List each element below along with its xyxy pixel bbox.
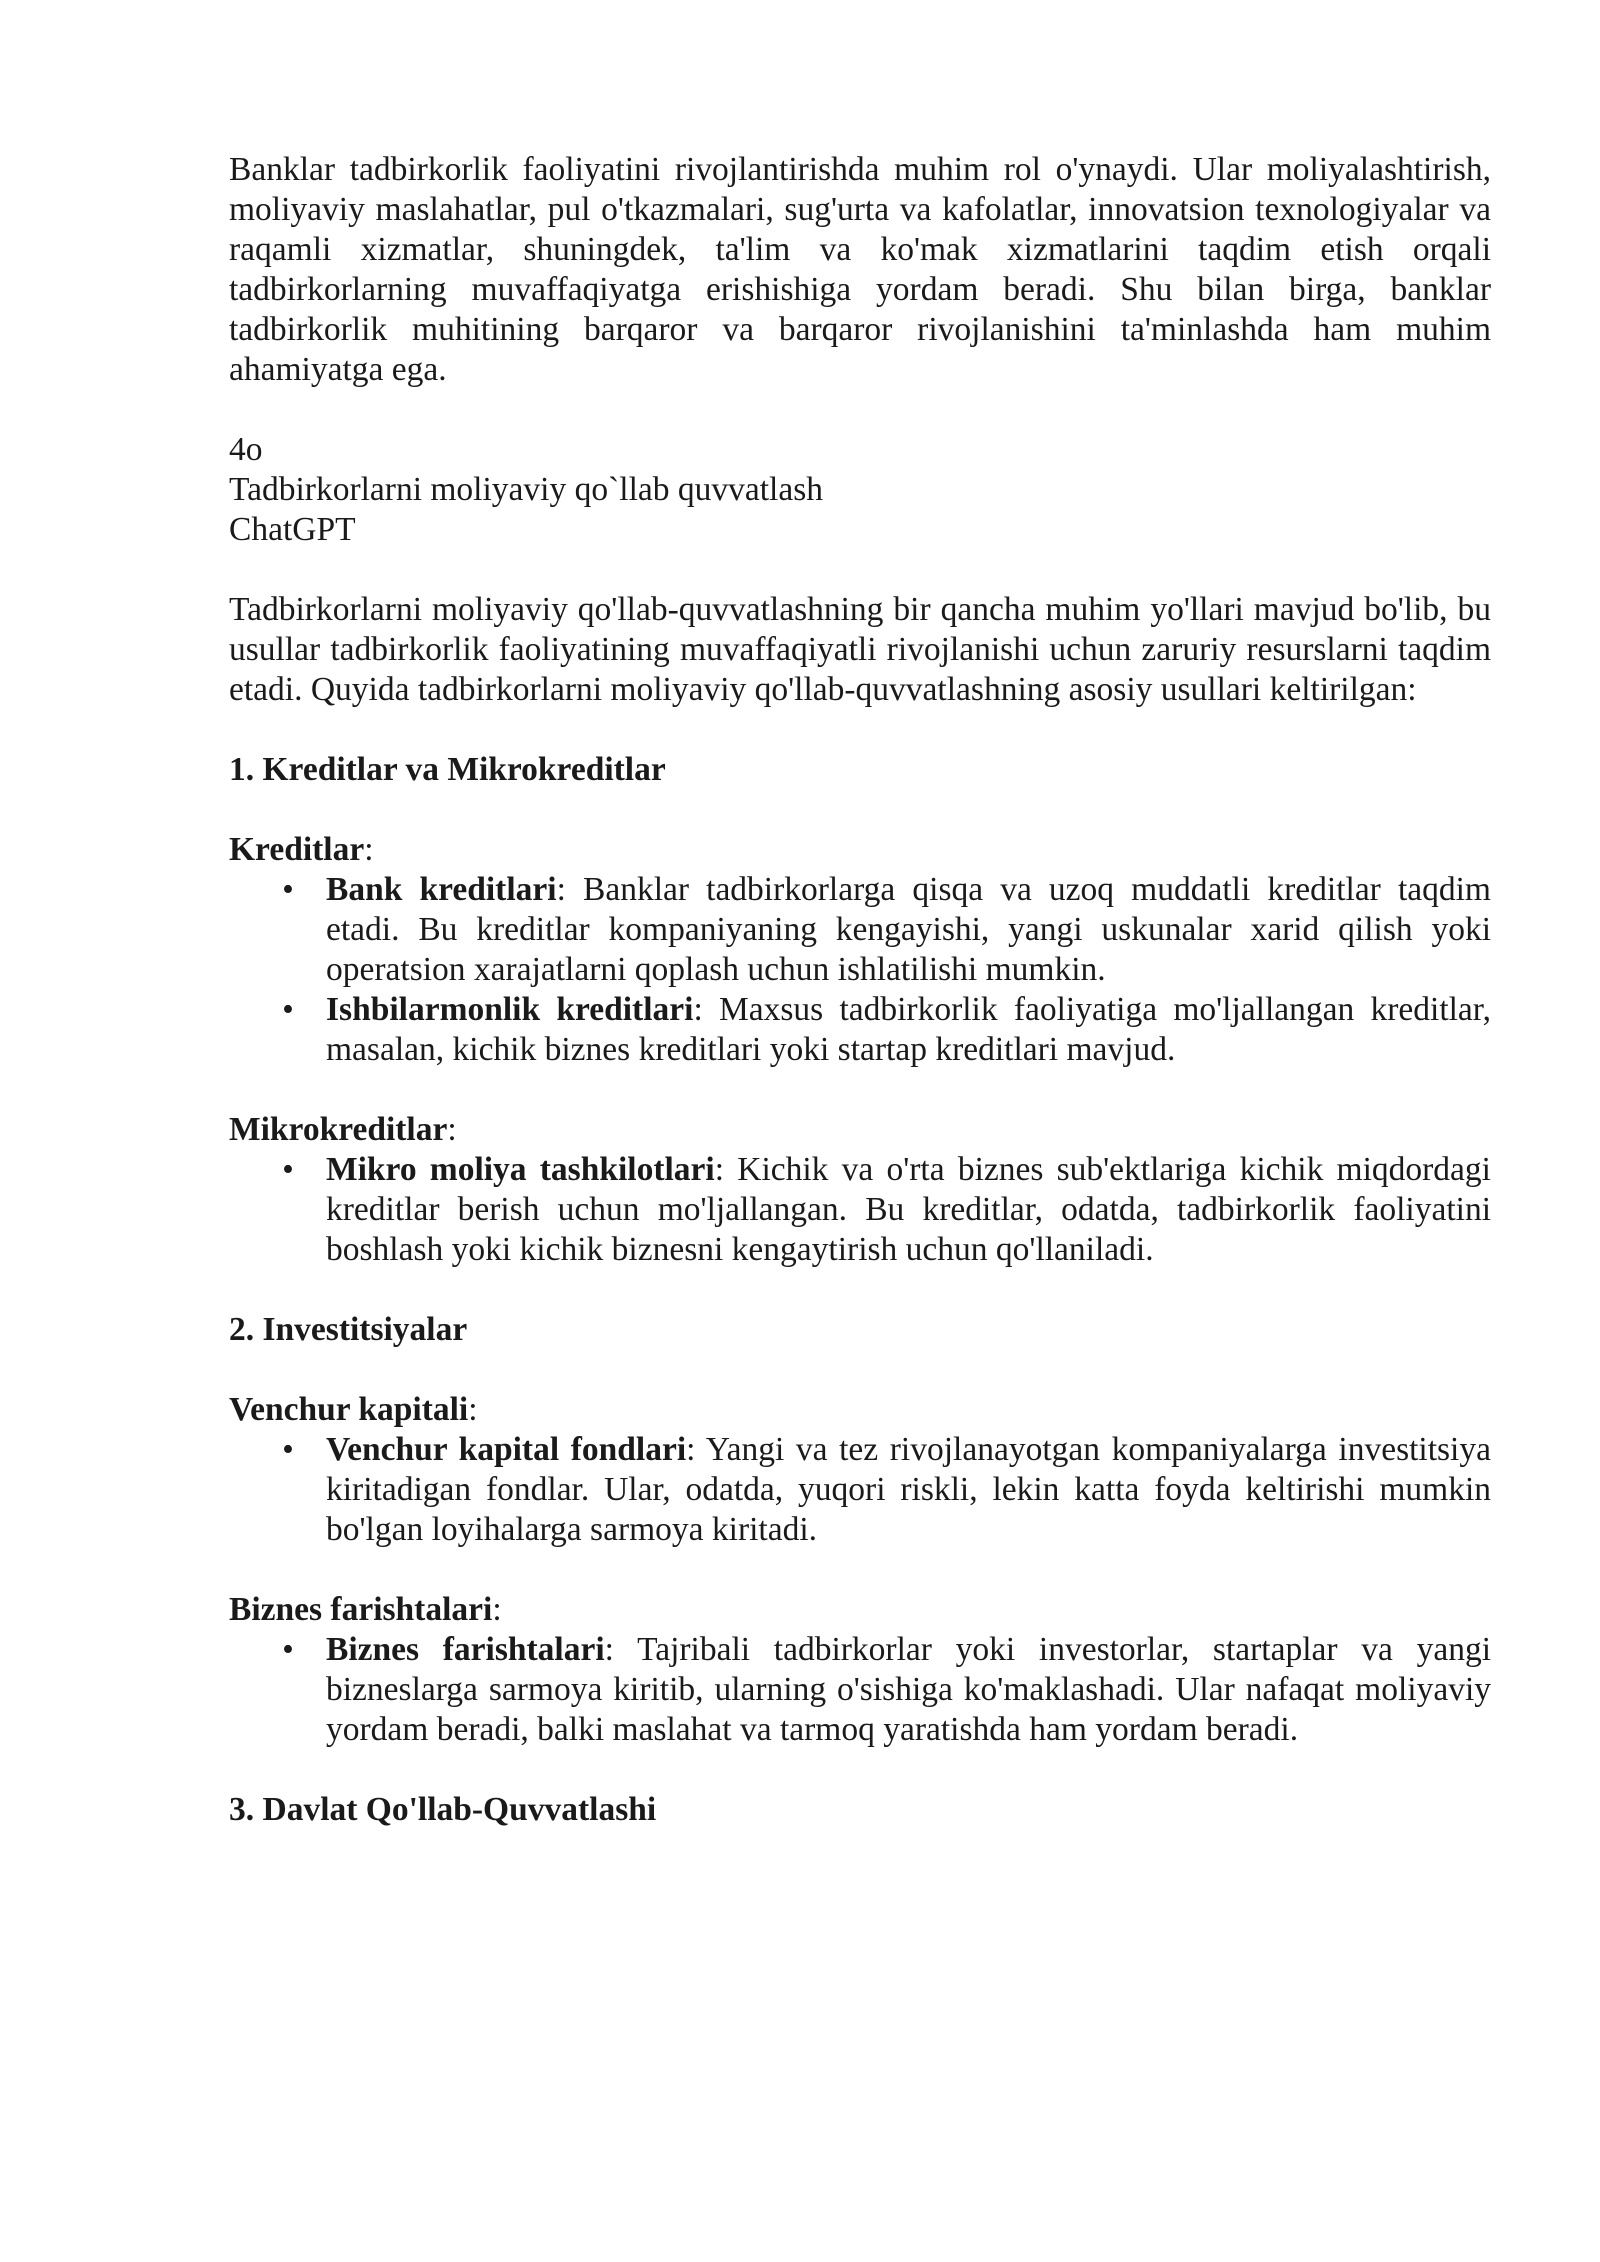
item-term: Biznes farishtalari [326,1631,605,1668]
group-label: Biznes farishtalari: [229,1591,502,1628]
section-heading: 3. Davlat Qo'llab-Quvvatlashi [229,1791,657,1828]
group-label: Venchur kapitali: [229,1391,478,1428]
list-item [229,1430,1491,1550]
lead-paragraph: Tadbirkorlarni moliyaviy qo'llab-quvvatlashning bir qancha muhim yo'llari mavjud bo'lib, bu usullar tadbirkorlik faoliyatining muvaffaqiyatli rivojlanishi uchun zaruriy resurslarni taqdim etadi. Quyida tadbirkorlarni moliyaviy qo'llab-quvvatlashning asosiy usullari keltirilgan: [229,591,1491,708]
group-label: Mikrokreditlar: [229,1111,457,1148]
bullet-list [229,1150,1491,1270]
chat-meta [229,430,1491,550]
bullet-list [229,1630,1491,1750]
item-text: : Tajribali tadbirkorlar yoki investorlar, startaplar va yangi bizneslarga sarmoya kiritib, ularning o'sishiga ko'maklashadi. Ular nafaqat moliyaviy yordam beradi, balki maslahat va tarmoq yaratishda ham yordam beradi. [326,1631,1491,1748]
list-item [229,1630,1491,1750]
document-page [229,150,1491,1830]
bullet-icon: • [282,1631,294,1668]
item-term: Ishbilarmonlik kreditlari [326,991,694,1028]
item-text: : Kichik va o'rta biznes sub'ektlariga kichik miqdordagi kreditlar berish uchun mo'ljallangan. Bu kreditlar, odatda, tadbirkorlik faoliyatini boshlash yoki kichik biznesni kengaytirish uchun qo'llaniladi. [326,1151,1491,1268]
group-label: Kreditlar: [229,831,374,868]
list-item [229,870,1491,990]
item-text: : Yangi va tez rivojlanayotgan kompaniyalarga investitsiya kiritadigan fondlar. Ular, odatda, yuqori riskli, lekin katta foyda keltirishi mumkin bo'lgan loyihalarga sarmoya kiritadi. [326,1431,1491,1548]
item-term: Bank kreditlari [326,871,557,908]
section-heading: 1. Kreditlar va Mikrokreditlar [229,751,666,788]
section-heading: 2. Investitsiyalar [229,1311,468,1348]
item-term: Mikro moliya tashkilotlari [326,1151,715,1188]
bullet-icon: • [282,991,294,1028]
list-item [229,990,1491,1070]
author-label: ChatGPT [229,511,356,548]
bullet-icon: • [282,871,294,908]
list-item [229,1150,1491,1270]
item-text: : Banklar tadbirkorlarga qisqa va uzoq muddatli kreditlar taqdim etadi. Bu kreditlar kompaniyaning kengayishi, yangi uskunalar xarid qilish yoki operatsion xarajatlarni qoplash uchun ishlatilishi mumkin. [326,871,1491,988]
bullet-list [229,1430,1491,1550]
item-term: Venchur kapital fondlari [326,1431,687,1468]
intro-paragraph: Banklar tadbirkorlik faoliyatini rivojlantirishda muhim rol o'ynaydi. Ular moliyalashtirish, moliyaviy maslahatlar, pul o'tkazmalari, sug'urta va kafolatlar, innovatsion texnologiyalar va raqamli xizmatlar, shuningdek, ta'lim va ko'mak xizmatlarini taqdim etish orqali tadbirkorlarning muvaffaqiyatga erishishiga yordam beradi. Shu bilan birga, banklar tadbirkorlik muhitining barqaror va barqaror rivojlanishini ta'minlashda ham muhim ahamiyatga ega. [229,151,1491,388]
bullet-icon: • [282,1431,294,1468]
bullet-icon: • [282,1151,294,1188]
item-text: : Maxsus tadbirkorlik faoliyatiga mo'ljallangan kreditlar, masalan, kichik biznes kreditlari yoki startap kreditlari mavjud. [326,991,1491,1068]
prompt-text: Tadbirkorlarni moliyaviy qo`llab quvvatlash [229,471,824,508]
bullet-list [229,870,1491,1070]
model-label: 4o [229,431,263,468]
